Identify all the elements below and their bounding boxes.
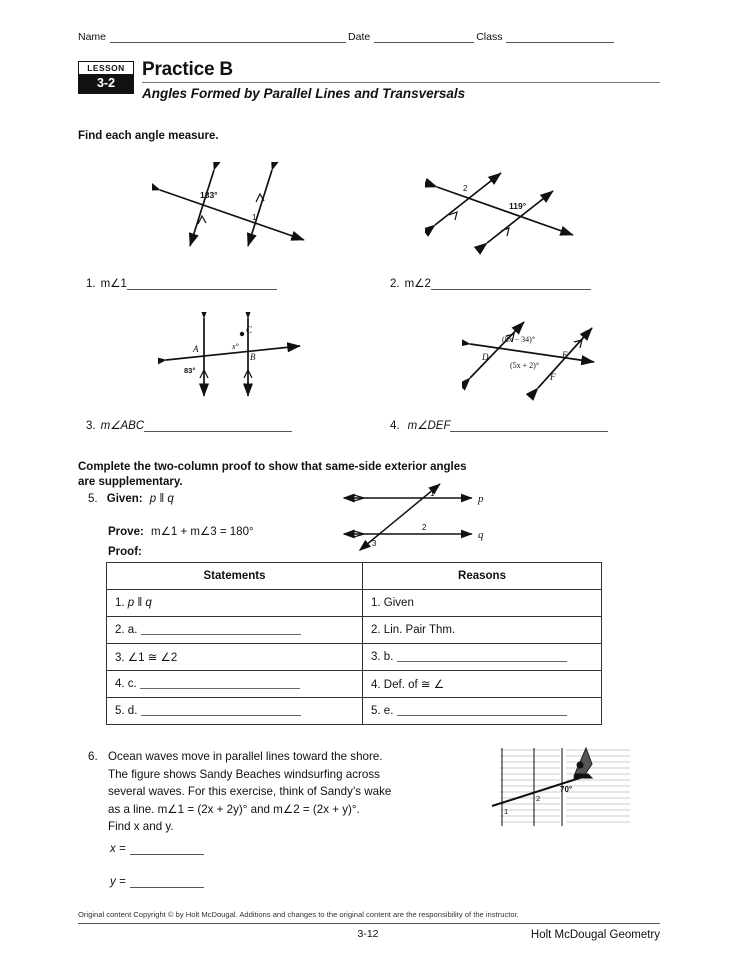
footer-page-number: 3-12: [357, 928, 379, 940]
statement-text-5: d.: [127, 705, 138, 717]
question-4-prompt: m∠DEF: [407, 420, 451, 432]
proof-table: [106, 562, 602, 725]
figure-3-point-b: B: [250, 352, 256, 362]
name-label: Name: [78, 31, 107, 43]
problem-6-number: 6.: [88, 750, 98, 763]
proof-figure-angle-2: 2: [422, 523, 427, 532]
table-header-row: [107, 563, 602, 590]
footer-copyright: Original content Copyright © by Holt McDougal. Additions and changes to the original content are the responsibility of the instructor.: [78, 910, 519, 919]
question-3-prompt: m∠ABC: [100, 420, 145, 432]
reason-number-1: 1.: [371, 597, 381, 609]
figure-4-point-e: E: [562, 350, 568, 360]
statement-number-5: 5.: [115, 705, 125, 717]
reason-number-4: 4.: [371, 679, 381, 691]
lesson-word: LESSON: [78, 61, 134, 75]
lesson-number: 3-2: [78, 75, 134, 94]
class-label: Class: [476, 31, 503, 43]
lesson-badge: [78, 61, 134, 94]
figure-waves: [488, 742, 638, 837]
date-field[interactable]: [374, 32, 474, 43]
proof-figure-line-q: q: [478, 529, 484, 541]
statement-answer-field-5[interactable]: [141, 705, 301, 716]
prove-value: m∠1 + m∠3 = 180°: [151, 526, 254, 538]
question-4-answer-field[interactable]: [450, 420, 608, 432]
answer-x-row: [110, 843, 204, 855]
question-4: [390, 418, 608, 432]
figure-2-angle-label: 119°: [509, 201, 527, 211]
question-1: [86, 276, 277, 290]
question-4-number: 4.: [390, 420, 400, 432]
question-2: [390, 276, 591, 290]
reason-text-4: Def. of ≅ ∠: [383, 679, 445, 691]
name-field[interactable]: [110, 32, 346, 43]
figure-4: [462, 316, 602, 406]
problem-6-line4: as a line. m∠1 = (2x + 2y)° and m∠2 = (2x + y)°.: [108, 802, 360, 816]
question-1-prompt: m∠1: [100, 278, 127, 290]
figure-3-angle-label: 83°: [184, 366, 196, 375]
statement-text-3: ∠1 ≅ ∠2: [127, 652, 178, 664]
figure-3-point-a: A: [193, 344, 199, 354]
column-header-statements: Statements: [107, 563, 363, 590]
column-header-reasons: Reasons: [363, 563, 602, 590]
footer-book-title: Holt McDougal Geometry: [530, 929, 660, 941]
title-divider: [142, 82, 660, 83]
problem-6: [88, 748, 478, 836]
footer-divider: [78, 923, 660, 924]
proof-given-row: [88, 493, 174, 505]
reason-cell-5: [363, 698, 602, 725]
class-field[interactable]: [506, 32, 614, 43]
figure-4-expr-top: (8x − 34)°: [502, 335, 536, 344]
prove-label: Prove:: [108, 526, 144, 538]
page-title: Practice B: [142, 59, 233, 80]
statement-number-1: 1.: [115, 597, 125, 609]
wave-figure-angle-70: 70°: [560, 785, 573, 794]
statement-number-4: 4.: [115, 678, 125, 690]
proof-label-row: [108, 546, 142, 558]
question-3-number: 3.: [86, 420, 96, 432]
answer-x-label: x =: [110, 843, 126, 855]
instruction-find-each: Find each angle measure.: [78, 130, 219, 142]
given-value: p ‖ q: [149, 493, 174, 505]
statement-cell-1: [107, 590, 363, 617]
reason-number-5: 5.: [371, 705, 381, 717]
answer-y-field[interactable]: [130, 876, 204, 888]
page-subtitle: Angles Formed by Parallel Lines and Transversals: [142, 86, 466, 101]
answer-y-row: [110, 876, 204, 888]
figure-4-point-f: F: [550, 372, 556, 382]
reason-number-3: 3.: [371, 651, 381, 663]
problem-6-line5: Find x and y.: [108, 820, 174, 834]
given-label: Given:: [106, 493, 143, 505]
table-row: [107, 644, 602, 671]
figure-4-expr-bottom: (5x + 2)°: [510, 361, 540, 370]
table-row: [107, 590, 602, 617]
proof-figure-angle-1: 1: [430, 489, 435, 498]
table-row: [107, 671, 602, 698]
statement-cell-3: [107, 644, 363, 671]
question-2-number: 2.: [390, 278, 400, 290]
statement-cell-2: [107, 617, 363, 644]
question-1-answer-field[interactable]: [127, 278, 277, 290]
figure-1-angle-name: 1: [252, 213, 257, 222]
figure-3-unknown-label: x°: [232, 342, 239, 351]
statement-text-1: p ‖ q: [127, 597, 152, 609]
student-info-row: [78, 31, 660, 43]
question-2-prompt: m∠2: [404, 278, 431, 290]
figure-3-point-c: C: [246, 325, 253, 335]
instruction-proof-line2: are supplementary.: [78, 476, 183, 488]
proof-figure-angle-3: 3: [372, 539, 377, 548]
question-3-answer-field[interactable]: [144, 420, 292, 432]
problem-6-line3: several waves. For this exercise, think of Sandy’s wake: [108, 785, 392, 799]
problem-6-line2: The figure shows Sandy Beaches windsurfing across: [108, 767, 380, 781]
reason-answer-field-3[interactable]: [397, 651, 567, 662]
question-2-answer-field[interactable]: [431, 278, 591, 290]
date-label: Date: [348, 31, 371, 43]
question-1-number: 1.: [86, 278, 96, 290]
problem-6-line1: Ocean waves move in parallel lines toward the shore.: [108, 750, 383, 763]
reason-answer-field-5[interactable]: [397, 705, 567, 716]
table-row: [107, 617, 602, 644]
figure-1-angle-label: 133°: [200, 190, 218, 200]
reason-cell-3: [363, 644, 602, 671]
reason-text-2: Lin. Pair Thm.: [383, 624, 456, 636]
reason-text-3: b.: [383, 651, 394, 663]
wave-figure-angle-1: 1: [504, 807, 509, 816]
statement-cell-4: [107, 671, 363, 698]
reason-text-1: Given: [383, 597, 414, 609]
reason-cell-1: [363, 590, 602, 617]
proof-number: 5.: [88, 493, 98, 505]
problem-6-body: [108, 748, 478, 836]
figure-1: [152, 162, 312, 267]
statement-number-2: 2.: [115, 624, 125, 636]
proof-label: Proof:: [108, 546, 142, 558]
reason-text-5: e.: [383, 705, 394, 717]
question-3: [86, 418, 292, 432]
statement-number-3: 3.: [115, 652, 125, 664]
reason-cell-4: [363, 671, 602, 698]
figure-proof: [332, 482, 507, 559]
statement-text-4: c.: [127, 678, 137, 690]
answer-y-label: y =: [110, 876, 126, 888]
reason-number-2: 2.: [371, 624, 381, 636]
figure-2: [425, 165, 585, 265]
statement-cell-5: [107, 698, 363, 725]
statement-answer-field-4[interactable]: [140, 678, 300, 689]
statement-text-2: a.: [127, 624, 138, 636]
statement-answer-field-2[interactable]: [141, 624, 301, 635]
instruction-proof-line1: Complete the two-column proof to show that same-side exterior angles: [78, 461, 467, 473]
proof-figure-line-p: p: [478, 493, 484, 505]
figure-2-angle-name: 2: [463, 184, 468, 193]
figure-3: [158, 312, 308, 407]
table-row: [107, 698, 602, 725]
figure-4-point-d: D: [482, 352, 489, 362]
reason-cell-2: [363, 617, 602, 644]
proof-prove-row: [108, 524, 254, 538]
answer-x-field[interactable]: [130, 843, 204, 855]
wave-figure-angle-2: 2: [536, 794, 541, 803]
